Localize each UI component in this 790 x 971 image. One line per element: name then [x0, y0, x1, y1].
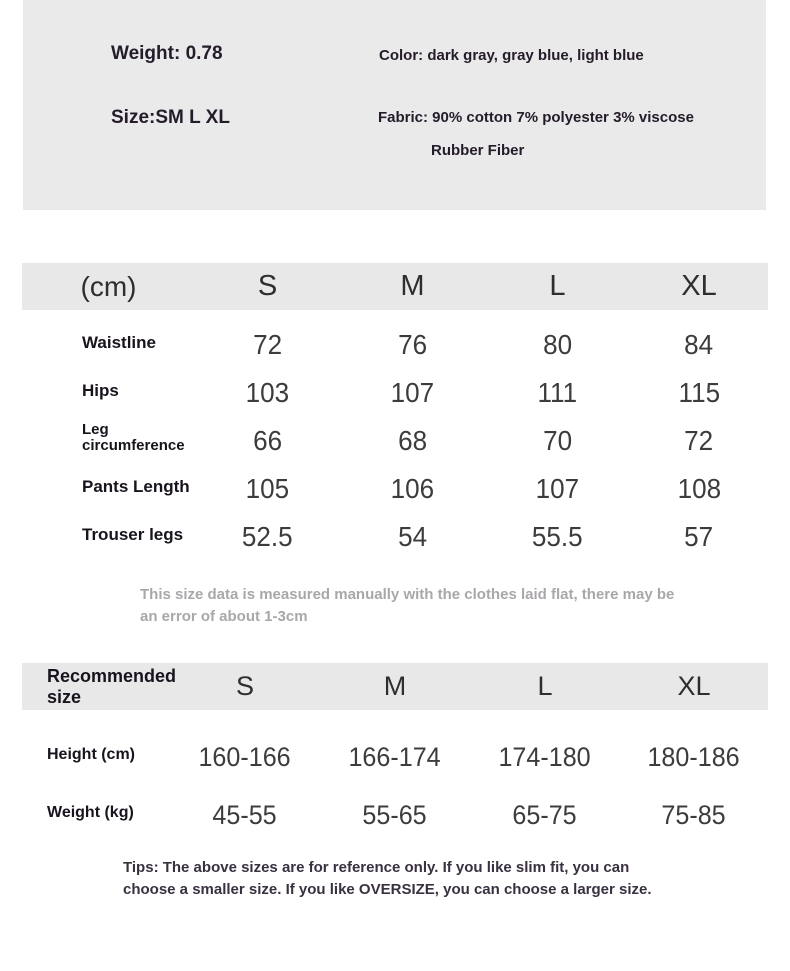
recommended-size-title: Recommended size — [47, 665, 177, 707]
cell-value: 166-174 — [348, 741, 442, 772]
table-row-leg-circumference — [22, 417, 768, 465]
product-size-text: Size:SM L XL — [111, 107, 230, 128]
cell-value: 180-186 — [647, 741, 741, 772]
cell-value: 160-166 — [198, 741, 292, 772]
product-info-panel — [23, 0, 766, 210]
cell-value: 68 — [398, 425, 427, 456]
size-table-col-l: L — [549, 270, 566, 302]
product-color-text: Color: dark gray, gray blue, light blue — [379, 47, 644, 64]
size-table-col-s: S — [257, 270, 278, 302]
cell-value: 103 — [245, 377, 290, 408]
cell-value: 174-180 — [498, 741, 592, 772]
cell-value: 115 — [678, 377, 720, 408]
table-row-trouser-legs — [22, 513, 768, 561]
table-row-pants-length — [22, 465, 768, 513]
table-row-waistline — [22, 321, 768, 369]
cell-value: 111 — [537, 377, 578, 408]
cell-value: 76 — [398, 329, 427, 360]
cell-value: 107 — [535, 473, 580, 504]
recommended-table-header — [22, 663, 768, 710]
cell-value: 72 — [253, 329, 282, 360]
cell-value: 57 — [684, 521, 714, 552]
recommended-col-xl: XL — [677, 671, 711, 701]
cell-value: 75-85 — [661, 799, 727, 830]
cell-value: 65-75 — [512, 799, 578, 830]
cell-value: 55-65 — [362, 799, 428, 830]
size-table-col-xl: XL — [681, 270, 717, 302]
table-row-height — [22, 733, 768, 781]
row-label: Height (cm) — [47, 745, 135, 763]
row-label: Hips — [82, 380, 119, 400]
cell-value: 45-55 — [212, 799, 278, 830]
recommended-col-m: M — [383, 671, 407, 701]
cell-value: 72 — [684, 425, 714, 456]
product-fabric-text: Fabric: 90% cotton 7% polyester 3% viscose — [378, 109, 694, 126]
size-table-body — [22, 321, 768, 561]
row-label: Weight (kg) — [47, 803, 134, 821]
size-table-unit-header: (cm) — [80, 270, 137, 302]
size-table-col-m: M — [400, 270, 425, 302]
cell-value: 106 — [390, 473, 435, 504]
table-row-weight — [22, 791, 768, 839]
recommended-col-l: L — [537, 671, 553, 701]
row-label: Pants Length — [82, 476, 190, 496]
row-label: Trouser legs — [82, 524, 184, 544]
cell-value: 66 — [253, 425, 282, 456]
cell-value: 70 — [543, 425, 572, 456]
cell-value: 52.5 — [242, 521, 293, 552]
cell-value: 108 — [677, 473, 721, 504]
recommended-col-s: S — [235, 671, 254, 701]
row-label: Leg circumference — [82, 421, 185, 454]
product-weight-text: Weight: 0.78 — [111, 43, 223, 64]
recommended-table-body — [22, 733, 768, 849]
product-fabric-line2-text: Rubber Fiber — [431, 142, 525, 159]
cell-value: 105 — [245, 473, 290, 504]
cell-value: 84 — [684, 329, 714, 360]
cell-value: 107 — [390, 377, 435, 408]
cell-value: 54 — [398, 521, 427, 552]
measurement-note: This size data is measured manually with the clothes laid flat, there may be an error of about 1-3cm — [140, 586, 675, 625]
table-row-hips — [22, 369, 768, 417]
cell-value: 80 — [543, 329, 572, 360]
row-label: Waistline — [82, 332, 156, 352]
size-table-header — [22, 263, 768, 310]
cell-value: 55.5 — [532, 521, 583, 552]
tips-text: Tips: The above sizes are for reference only. If you like slim fit, you can choose a smaller size. If you like OVERSIZE, you can choose a larger size. — [123, 859, 652, 898]
